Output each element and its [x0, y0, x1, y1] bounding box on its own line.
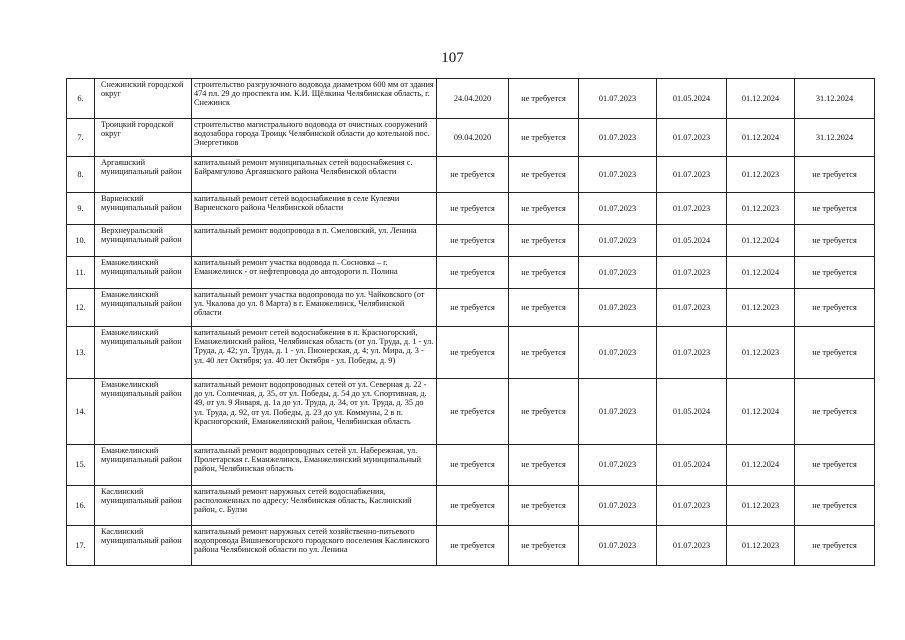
municipality-cell	[95, 486, 192, 526]
date-cell-3: 01.07.2023	[579, 327, 657, 379]
date-cell-6: 31.12.2024	[795, 119, 875, 157]
row-number: 6.	[67, 79, 95, 119]
table-row	[67, 289, 875, 327]
row-number: 17.	[67, 526, 95, 566]
date-cell-2: не требуется	[509, 225, 579, 257]
row-number: 9.	[67, 193, 95, 225]
row-number: 13.	[67, 327, 95, 379]
date-cell-5: 01.12.2023	[727, 289, 795, 327]
date-cell-1: не требуется	[437, 526, 509, 566]
date-cell-6: не требуется	[795, 379, 875, 445]
table-row	[67, 119, 875, 157]
date-cell-4: 01.07.2023	[657, 526, 727, 566]
date-cell-2: не требуется	[509, 526, 579, 566]
date-cell-1: не требуется	[437, 225, 509, 257]
date-cell-3: 01.07.2023	[579, 193, 657, 225]
date-cell-1: не требуется	[437, 193, 509, 225]
date-cell-3: 01.07.2023	[579, 289, 657, 327]
date-cell-5: 01.12.2023	[727, 193, 795, 225]
municipality-cell	[95, 445, 192, 486]
row-number: 16.	[67, 486, 95, 526]
date-cell-6: не требуется	[795, 193, 875, 225]
municipality-text: Еманжелинский муниципальный район	[101, 258, 182, 277]
date-cell-6: 31.12.2024	[795, 79, 875, 119]
date-cell-3: 01.07.2023	[579, 526, 657, 566]
date-cell-5: 01.12.2023	[727, 157, 795, 193]
date-cell-4: 01.05.2024	[657, 379, 727, 445]
municipality-cell	[95, 379, 192, 445]
municipality-cell	[95, 289, 192, 327]
date-cell-3: 01.07.2023	[579, 486, 657, 526]
date-cell-1: не требуется	[437, 289, 509, 327]
description-cell: капитальный ремонт наружных сетей хозяйственно-питьевого водопровода Вишневогорского городского поселения Каслинского района Челябинской области по ул. Ленина	[192, 526, 437, 566]
row-number: 11.	[67, 257, 95, 289]
page-number: 107	[441, 50, 464, 66]
date-cell-3: 01.07.2023	[579, 157, 657, 193]
date-cell-5: 01.12.2024	[727, 225, 795, 257]
table-row	[67, 327, 875, 379]
row-number: 12.	[67, 289, 95, 327]
date-cell-1: 09.04.2020	[437, 119, 509, 157]
table-row	[67, 379, 875, 445]
date-cell-2: не требуется	[509, 379, 579, 445]
date-cell-2: не требуется	[509, 445, 579, 486]
municipality-text: Снежинский городской округ	[101, 80, 184, 99]
date-cell-2: не требуется	[509, 289, 579, 327]
date-cell-4: 01.07.2023	[657, 486, 727, 526]
date-cell-2: не требуется	[509, 79, 579, 119]
date-cell-3: 01.07.2023	[579, 257, 657, 289]
description-cell: капитальный ремонт водопровода в п. Смеловский, ул. Ленина	[192, 225, 437, 257]
municipality-cell	[95, 225, 192, 257]
description-cell: капитальный ремонт водопроводных сетей ул. Набережная, ул. Пролетарская г. Еманжелинск, Еманжелинский муниципальный район, Челябинская область	[192, 445, 437, 486]
date-cell-3: 01.07.2023	[579, 79, 657, 119]
date-cell-4: 01.07.2023	[657, 193, 727, 225]
date-cell-1: не требуется	[437, 379, 509, 445]
date-cell-6: не требуется	[795, 327, 875, 379]
date-cell-1: не требуется	[437, 445, 509, 486]
date-cell-4: 01.07.2023	[657, 119, 727, 157]
date-cell-2: не требуется	[509, 486, 579, 526]
date-cell-6: не требуется	[795, 289, 875, 327]
municipality-cell	[95, 526, 192, 566]
row-number: 8.	[67, 157, 95, 193]
municipality-cell	[95, 257, 192, 289]
table-row	[67, 526, 875, 566]
date-cell-6: не требуется	[795, 157, 875, 193]
municipality-cell	[95, 327, 192, 379]
municipality-text: Верхнеуральский муниципальный район	[101, 226, 182, 245]
row-number: 7.	[67, 119, 95, 157]
table-row	[67, 445, 875, 486]
table-row	[67, 79, 875, 119]
projects-table	[66, 78, 875, 566]
municipality-text: Варненский муниципальный район	[101, 194, 182, 213]
table-row	[67, 257, 875, 289]
description-cell: капитальный ремонт муниципальных сетей водоснабжения с. Байрамгулово Аргаяшского района Челябинской области	[192, 157, 437, 193]
table-row	[67, 225, 875, 257]
date-cell-5: 01.12.2024	[727, 79, 795, 119]
municipality-cell	[95, 193, 192, 225]
date-cell-4: 01.05.2024	[657, 225, 727, 257]
date-cell-6: не требуется	[795, 257, 875, 289]
date-cell-1: не требуется	[437, 327, 509, 379]
row-number: 15.	[67, 445, 95, 486]
table-row	[67, 193, 875, 225]
date-cell-5: 01.12.2024	[727, 379, 795, 445]
date-cell-3: 01.07.2023	[579, 379, 657, 445]
description-cell: капитальный ремонт участка водовода п. Сосновка – г. Еманжелинск - от нефтепровода до автодороги п. Полина	[192, 257, 437, 289]
row-number: 10.	[67, 225, 95, 257]
municipality-cell	[95, 119, 192, 157]
date-cell-3: 01.07.2023	[579, 445, 657, 486]
date-cell-4: 01.07.2023	[657, 327, 727, 379]
date-cell-5: 01.12.2023	[727, 526, 795, 566]
table-row	[67, 157, 875, 193]
date-cell-2: не требуется	[509, 327, 579, 379]
table-row	[67, 486, 875, 526]
date-cell-3: 01.07.2023	[579, 225, 657, 257]
date-cell-5: 01.12.2023	[727, 327, 795, 379]
row-number: 14.	[67, 379, 95, 445]
municipality-text: Еманжелинский муниципальный район	[101, 446, 182, 465]
date-cell-1: не требуется	[437, 486, 509, 526]
municipality-text: Еманжелинский муниципальный район	[101, 290, 182, 309]
municipality-text: Троицкий городской округ	[101, 120, 174, 139]
table-body	[67, 79, 875, 566]
date-cell-4: 01.05.2024	[657, 79, 727, 119]
municipality-text: Каслинский муниципальный район	[101, 487, 182, 506]
date-cell-5: 01.12.2024	[727, 445, 795, 486]
description-cell: строительство разгрузочного водовода диаметром 600 мм от здания 474 пл. 29 до проспекта им. К.И. Щёлкина Челябинская область, г. Снежинск	[192, 79, 437, 119]
date-cell-3: 01.07.2023	[579, 119, 657, 157]
date-cell-2: не требуется	[509, 157, 579, 193]
date-cell-5: 01.12.2023	[727, 486, 795, 526]
description-cell: капитальный ремонт сетей водоснабжения в п. Красногорский, Еманжелинский район, Челябинская область (от ул. Труда, д. 1 - ул. Труда, д. 42; ул. Труда, д. 1 - ул. Пионерская, д. 4; ул. Мира, д. 3 - ул. 40 лет Октября; ул. 40 лет Октября - ул. Победы, д. 9)	[192, 327, 437, 379]
date-cell-6: не требуется	[795, 445, 875, 486]
date-cell-2: не требуется	[509, 193, 579, 225]
municipality-cell	[95, 157, 192, 193]
date-cell-4: 01.07.2023	[657, 257, 727, 289]
date-cell-1: не требуется	[437, 157, 509, 193]
date-cell-4: 01.07.2023	[657, 289, 727, 327]
date-cell-2: не требуется	[509, 257, 579, 289]
date-cell-1: не требуется	[437, 257, 509, 289]
date-cell-2: не требуется	[509, 119, 579, 157]
municipality-text: Аргаяшский муниципальный район	[101, 158, 182, 177]
date-cell-4: 01.07.2023	[657, 157, 727, 193]
description-cell: капитальный ремонт наружных сетей водоснабжения, расположенных по адресу: Челябинская область, Каслинский район, с. Булзи	[192, 486, 437, 526]
date-cell-1: 24.04.2020	[437, 79, 509, 119]
description-cell: капитальный ремонт сетей водоснабжения в селе Кулевчи Варненского района Челябинской области	[192, 193, 437, 225]
date-cell-4: 01.05.2024	[657, 445, 727, 486]
date-cell-5: 01.12.2024	[727, 119, 795, 157]
date-cell-6: не требуется	[795, 526, 875, 566]
description-cell: строительство магистрального водовода от очистных сооружений водозабора города Троицк Челябинской области до котельной пос. Энергетиков	[192, 119, 437, 157]
municipality-cell	[95, 79, 192, 119]
date-cell-6: не требуется	[795, 486, 875, 526]
municipality-text: Каслинский муниципальный район	[101, 527, 182, 546]
municipality-text: Еманжелинский муниципальный район	[101, 380, 182, 399]
date-cell-6: не требуется	[795, 225, 875, 257]
municipality-text: Еманжелинский муниципальный район	[101, 328, 182, 347]
description-cell: капитальный ремонт водопроводных сетей от ул. Северная д. 22 - до ул. Солнечная, д. 35, от ул. Победы, д. 54 до ул. Спортивная, д. 49, от ул. 9 Января, д. 1а до ул. Труда, д. 34, от ул. Труда, д. 35 до ул. Труда, д. 92, от ул. Победы, д. 23 до ул. Коммуны, 2 в п. Красногорский, Еманжелинский район, Челябинская область	[192, 379, 437, 445]
description-cell: капитальный ремонт участка водопровода по ул. Чайковского (от ул. Чкалова до ул. 8 Марта) в г. Еманжелинск, Челябинской области	[192, 289, 437, 327]
date-cell-5: 01.12.2024	[727, 257, 795, 289]
